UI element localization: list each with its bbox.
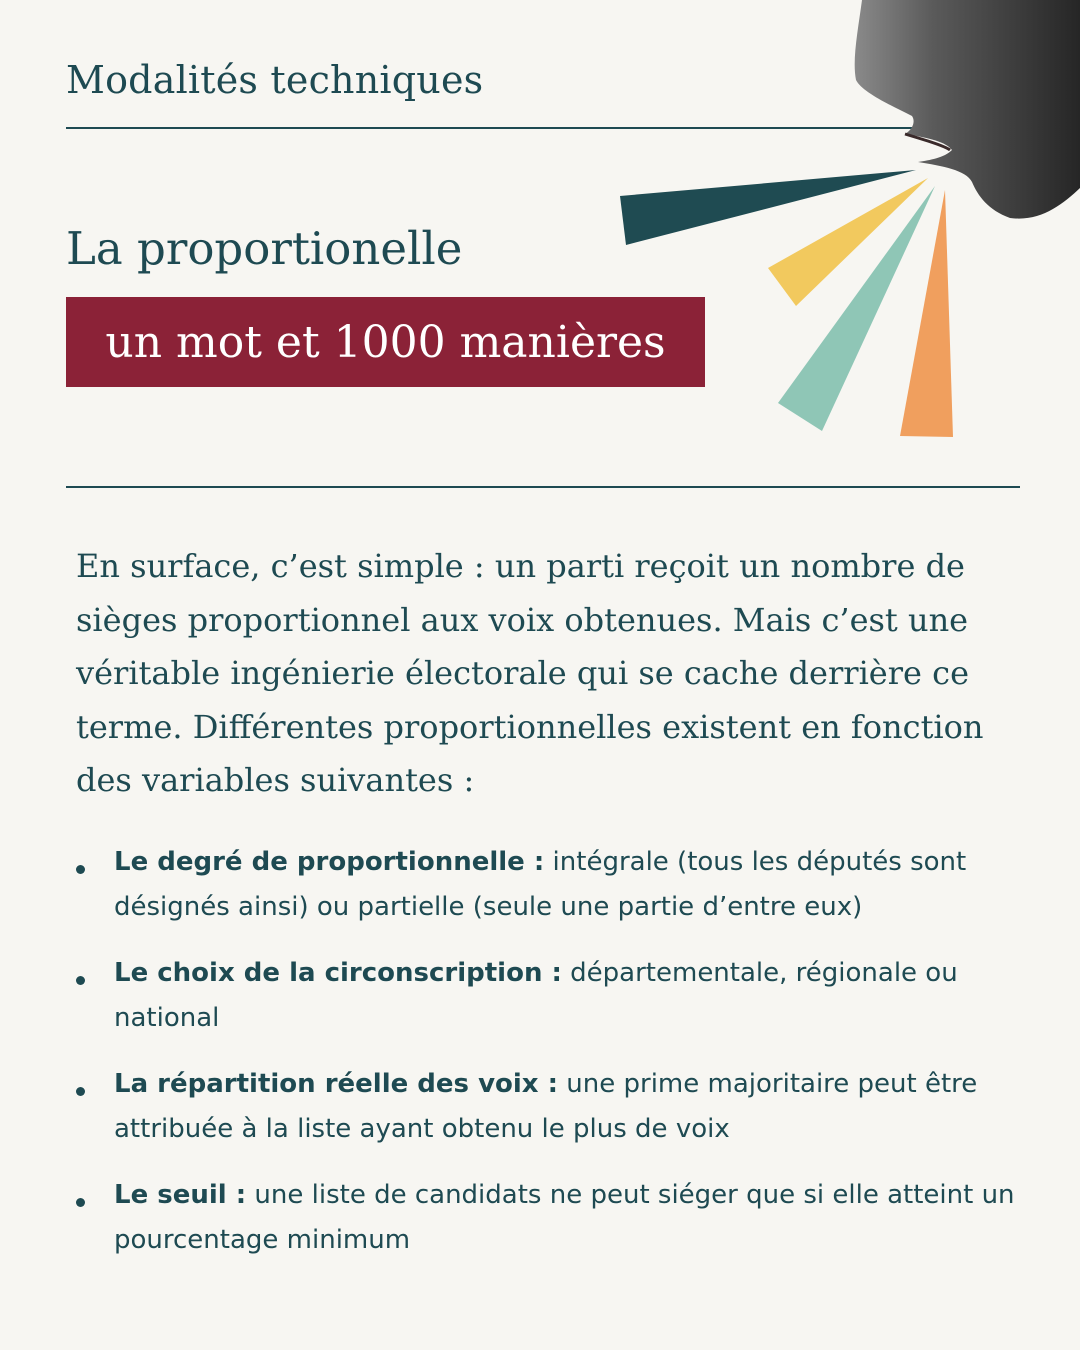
- bullet-icon: [76, 976, 85, 985]
- subtitle-banner: [66, 297, 705, 387]
- intro-paragraph: En surface, c’est simple : un parti reçoit un nombre de sièges proportionnel aux voix obtenues. Mais c’est une véritable ingénierie électorale qui se cache derrière ce terme. Différentes proportionnelles existent en fonction des variables suivantes :: [76, 547, 984, 799]
- list-item-term: Le choix de la circonscription :: [114, 958, 562, 988]
- list-item-term: Le degré de proportionnelle :: [114, 847, 545, 877]
- list-item-text: intégrale (tous les députés sont désignés ainsi) ou partielle (seule une partie d’entre eux): [114, 847, 967, 922]
- list-item: [76, 1173, 1036, 1263]
- list-item-text: départementale, régionale ou national: [114, 958, 958, 1033]
- page-title: La proportionelle: [66, 222, 463, 275]
- list-item: [76, 1062, 1036, 1152]
- list-item-text: une prime majoritaire peut être attribuée à la liste ayant obtenu le plus de voix: [114, 1069, 978, 1144]
- speaking-face-icon: [600, 0, 1080, 460]
- middle-divider: [66, 486, 1020, 488]
- bullet-icon: [76, 865, 85, 874]
- list-item-text: une liste de candidats ne peut siéger que si elle atteint un pourcentage minimum: [114, 1180, 1015, 1255]
- face-profile: [855, 0, 1080, 219]
- bullet-icon: [76, 1087, 85, 1096]
- list-item-term: Le seuil :: [114, 1180, 247, 1210]
- list-item: [76, 840, 1036, 930]
- ray-dark: [620, 170, 916, 245]
- subtitle-text: un mot et 1000 manières: [105, 316, 666, 368]
- bullet-icon: [76, 1198, 85, 1207]
- list-item: [76, 951, 1036, 1041]
- variables-list: [76, 840, 1036, 1284]
- section-label: Modalités techniques: [66, 58, 484, 102]
- list-item-term: La répartition réelle des voix :: [114, 1069, 559, 1099]
